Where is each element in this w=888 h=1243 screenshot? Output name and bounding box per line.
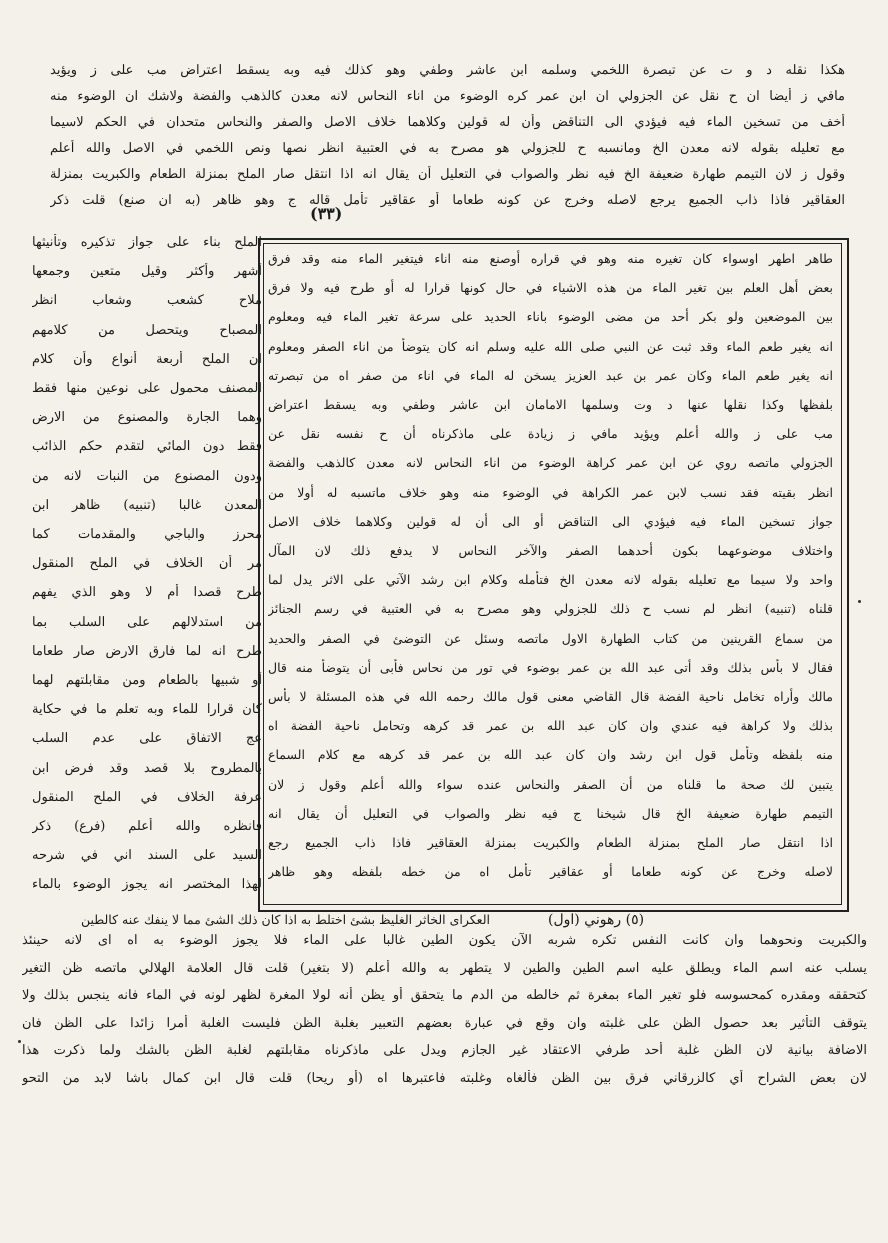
text-line: يسلب عنه اسم الماء ويطلق عليه اسم الطين والطين لا يتطهر به والله أعلم (لا بتغير) قلت قال العلامة الهلالي ماتصه ظن التغير: [22, 960, 867, 976]
text-line: العقاقير فاذا ذاب الجميع يرجع لاصله وخرج عن كونه طعاما أو عقاقير تأمل قاله ج وهو ظاهر (به ان صنع) قلت ذكر: [50, 193, 845, 208]
text-line: التيمم طهارة ضعيفة الخ قال شيخنا ج فيه نظر والصواب في التعليل أن يقال انه: [268, 805, 833, 821]
text-line: واختلاف موضوعهما بكون أحدهما الصفر والآخر النحاس لا يدفع ذلك لان المآل: [268, 543, 833, 558]
text-line: واحد ولا سيما مع تعليله بقوله لانه معدن الخ فتأمله وكلام ابن رشد الآتي على الاثر يدل لما: [268, 572, 833, 588]
signature-label: (٥) رهوني (اول): [548, 912, 645, 928]
text-line: اذا انتقل صار الملح بمنزلة الطعام والكبريت بمنزلة العقاقير فاذا ذاب الجميع رجع: [268, 835, 833, 850]
text-line: مب على ز والله أعلم ويؤيد مافي ز زيادة على ماذكرناه أن ح نفسه نقل عن: [268, 426, 833, 442]
text-line: المعدن غالبا (تنبيه) ظاهر ابن: [32, 497, 262, 513]
page-number: (٣٣): [310, 204, 343, 223]
text-line: أخف من تسخين الماء فيه فيؤدي الى التناقض وأن له قولين وكلاهما خلاف الاصل والصفر والنحاس متحدان في الحكم لاسيما: [50, 115, 845, 130]
text-line: ودون المصنوع من النبات لانه من: [32, 468, 262, 484]
text-line: قلناه (تنبيه) انظر لم نسب ح ذلك للجزولي وهو مصرح به في العتبية في رسم الجنائز: [268, 601, 833, 617]
text-line: وقول ز لان التيمم طهارة ضعيفة الخ فيه نظر والصواب في التعليل أن يقال انه اذا انتقل صار الملح بمنزلة الطعام والكبريت بمنزلة: [50, 167, 845, 182]
text-line: السيد على السند اني في شرحه: [32, 848, 262, 864]
text-line: يتبين لك صحة ما قلناه من أن الصفر والنحاس عنده سواء والله أعلم وقول ز لان: [268, 776, 833, 792]
text-line: ان الملح أربعة أنواع وأن كلام: [32, 351, 262, 367]
text-line: من استدلالهم على السلب بما: [32, 614, 262, 630]
text-line: بين الموضعين ولو بكر أحد من مضى الوضوء باناء الحديد على سرعة تغير الماء فيه ومعلوم: [268, 309, 833, 325]
text-line: كان قرارا للماء وبه تعلم ما في حكاية: [32, 702, 262, 718]
text-line: لان بعض الشراح أي كالزرقاني فرق بين الظن فألغاه وغلبته فاعتبرها اه (أو ريحا) قلت قال ابن كمال باشا لابد من التحو: [22, 1070, 867, 1086]
text-line: بذلك ولا كراهة فيه عندي وان كان عبد الله بن عمر قد كرهه وتحامل ناحية الفضة اه: [268, 718, 833, 734]
text-line: انه يغير طعم الماء وكان عمر بن عبد العزيز يسخن له الماء في اناء من صفر اه من تبصرته: [268, 367, 833, 383]
text-line: يتوقف التأثير بعد حصول الظن على غلبته وان وقع في عبارة بعضهم التعبير بغلبة الظن فليست الغلبة أمرا زائدا على الظن فان: [22, 1015, 867, 1031]
text-line: طرح انه لما فارق الارض صار طعاما: [32, 643, 262, 659]
text-line: مالك وأراه تخامل ناحية الفضة قال القاضي معنى قول مالك رحمه الله في هذه المسئلة لا بأس: [268, 689, 833, 704]
ink-speck: [858, 600, 861, 603]
text-line: انه يغير طعم الماء وقد ثبت عن النبي صلى الله عليه وسلم انه كان يتوضأ من اناء الصفر ومعلوم: [268, 338, 833, 354]
text-line: ملاح كشعب وشعاب انظر: [32, 293, 262, 309]
text-line: عج الاتفاق على عدم السلب: [32, 731, 262, 747]
text-line: الاضافة بيانية لان الظن غلبة أحد طرفي الاعتقاد غير الجازم ويدل على ماذكرناه مقابلتهم لغلبة الظن بالشك ولما ذكرت هذا: [22, 1043, 867, 1058]
text-line: بعض أهل العلم بين تغير الماء من هذه الاشياء في حال كونها قرارا له أو طرح فيه ولا فرق: [268, 280, 833, 296]
text-line: طرح قصدا أم لا وهو الذي يفهم: [32, 585, 262, 601]
text-line: أشهر وأكثر وقيل متعين وجمعها: [32, 264, 262, 280]
text-line: فانظره والله أعلم (فرع) ذكر: [32, 819, 262, 834]
text-line: عرفة الخلاف في الملح المنقول: [32, 789, 262, 805]
text-line: انظر بقيته فقد نسب لابن عمر الكراهة في الوضوء منه وهو خلاف ماتسبه له أولا من: [268, 484, 833, 500]
running-head: العكراى الخاثر الغليظ بشئ اختلط به اذا كان ذلك الشئ مما لا ينفك عنه كالطين: [80, 912, 490, 927]
text-line: المصنف محمول على نوعين منها فقط: [32, 381, 262, 396]
text-line: وهما الجارة والمصنوع من الارض: [32, 410, 262, 426]
text-line: جواز تسخين الماء فيه فيؤدي الى التناقض أو الى أن له قولين وكلاهما خلاف الاصل: [268, 513, 833, 529]
text-line: مع تعليله بقوله لانه معدن الخ ومانسبه ح للجزولي هو مصرح به في العتبية انظر نصها ونص اللخمي في الاصل والله أعلم: [50, 141, 845, 156]
text-line: لاصله وخرج عن كونه طعاما أو عقاقير تأمل اه من خطه بلفظه وهو ظاهر: [268, 864, 833, 880]
text-line: الملح بناء على جواز تذكيره وتأنيثها: [32, 235, 262, 250]
text-line: فقط دون المائي لتقدم حكم الذائب: [32, 439, 262, 455]
ink-speck: [18, 1040, 21, 1043]
text-line: مافي ز أيضا ان ح نقل عن الجزولي ان ابن عمر كره الوضوء من اناء النحاس لانه معدن كالذهب والفضة ولاشك ان الوضوء منه: [50, 89, 845, 104]
text-line: محرز والباجي والمقدمات كما: [32, 527, 262, 542]
text-line: بالمطروح بلا قصد وقد فرض ابن: [32, 760, 262, 776]
text-line: طاهر اطهر اوسواء كان تغيره منه وهو في قراره أوصنع منه اناء فيتغير الماء منه وقد فرق: [268, 251, 833, 266]
text-line: منه بلفظه وتأمل قول ابن رشد وان كان عبد الله بن عمر قد كرهه مع كلام السماع: [268, 747, 833, 763]
text-line: بلفظها وكذا نقلها عنها د وت وسلمها الامامان ابن عاشر وطفي وبه يسقط اعتراض: [268, 397, 833, 412]
text-line: والكبريت ونحوهما وان كانت النفس تكره شربه الآن يكون الطين غالبا على الماء فلا يجوز الوضوء به اه اى لانه حينئذ: [22, 933, 867, 948]
text-line: لهذا المختصر انه يجوز الوضوء بالماء: [32, 877, 262, 893]
text-line: هكذا نقله د و ت عن تبصرة اللخمي وسلمه ابن عاشر وطفي وهو كذلك فيه وبه يسقط اعتراض مب على ز ويؤيد: [50, 63, 845, 78]
text-line: كتحققه ومقدره كمحسوسه فلو تغير الماء بمغرة ثم خالطه من الدم ما يتحقق أو يظن أنه لولا المغرة لظهر لونه في الماء فانه ينجس بذلك ولا: [22, 988, 867, 1003]
text-line: أو شبيها بالطعام ومن مقابلتهم لهما: [32, 673, 262, 688]
text-line: مر أن الخلاف في الملح المنقول: [32, 556, 262, 572]
text-line: المصباح ويتحصل من كلامهم: [32, 322, 262, 338]
text-line: فقال لا بأس بذلك وقد أتى عبد الله بن عمر بوضوء في تور من نحاس فأبى أن يتوضأ منه قال: [268, 659, 833, 675]
text-line: الجزولي ماتصه روي عن ابن عمر كراهة الوضوء من اناء النحاس لانه معدن كالذهب والفضة: [268, 455, 833, 471]
text-line: من سماع القرينين من كتاب الطهارة الاول ماتصه وسئل عن التوضئ في الصفر والحديد: [268, 630, 833, 646]
